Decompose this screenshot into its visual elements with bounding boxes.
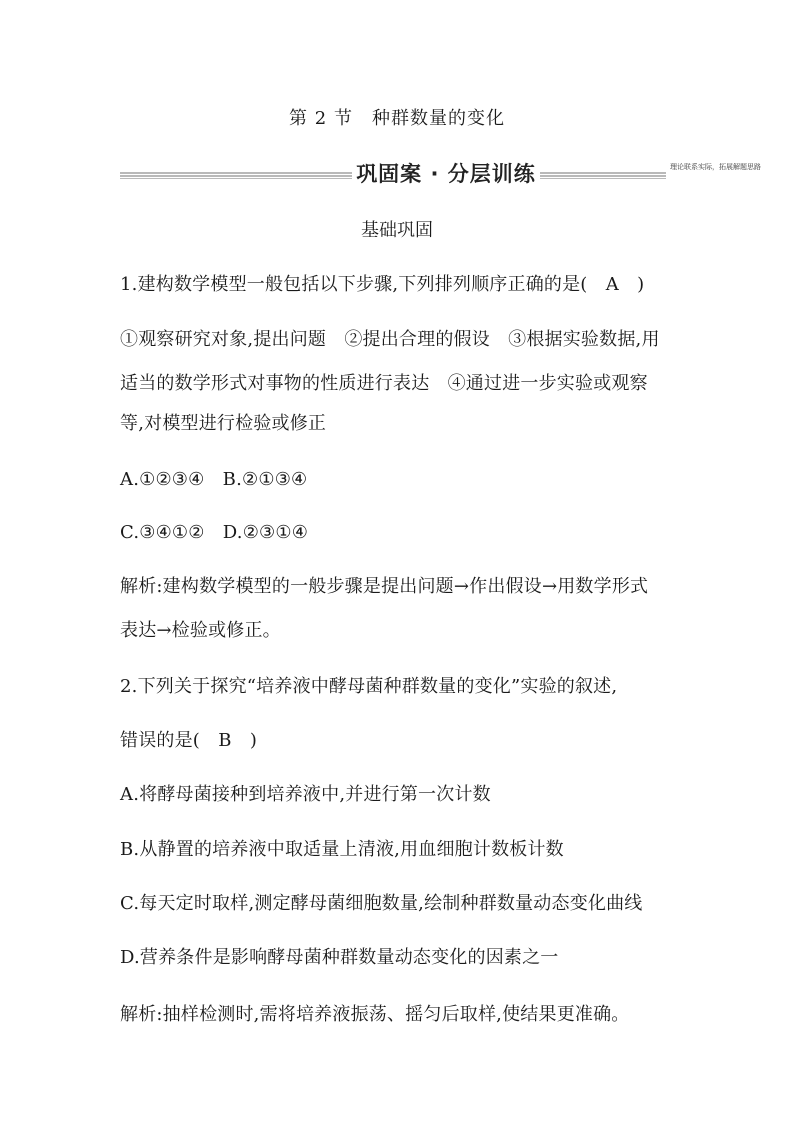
banner bbox=[120, 158, 666, 190]
q1-explanation-line-1: 解析:建构数学模型的一般步骤是提出问题→作出假设→用数学形式 bbox=[120, 576, 649, 597]
q1-options-row-2: C.③④①② D.②③①④ bbox=[120, 522, 309, 543]
q2-stem-line-2: 错误的是( B ) bbox=[120, 730, 258, 751]
q1-options-row-1: A.①②③④ B.②①③④ bbox=[120, 469, 308, 490]
q2-option-a: A.将酵母菌接种到培养液中,并进行第一次计数 bbox=[120, 784, 491, 805]
q2-option-b: B.从静置的培养液中取适量上清液,用血细胞计数板计数 bbox=[120, 839, 564, 860]
banner-rule-left bbox=[120, 172, 352, 179]
banner-rule-right bbox=[540, 172, 666, 179]
q2-option-d: D.营养条件是影响酵母菌种群数量动态变化的因素之一 bbox=[120, 947, 559, 968]
q2-explanation: 解析:抽样检测时,需将培养液振荡、摇匀后取样,使结果更准确。 bbox=[120, 1004, 630, 1025]
banner-tagline: 理论联系实际，拓展解题思路 bbox=[670, 163, 761, 171]
q1-body-line-1: ①观察研究对象,提出问题 ②提出合理的假设 ③根据实验数据,用 bbox=[120, 329, 660, 350]
q1-body-line-2: 适当的数学形式对事物的性质进行表达 ④通过进一步实验或观察 bbox=[120, 373, 648, 394]
q1-explanation-line-2: 表达→检验或修正。 bbox=[120, 620, 281, 641]
subheading: 基础巩固 bbox=[361, 220, 433, 241]
q2-stem-line-1: 2.下列关于探究“培养液中酵母菌种群数量的变化”实验的叙述, bbox=[120, 676, 618, 697]
q1-stem: 1.建构数学模型一般包括以下步骤,下列排列顺序正确的是( A ) bbox=[120, 274, 645, 295]
q2-option-c: C.每天定时取样,测定酵母菌细胞数量,绘制种群数量动态变化曲线 bbox=[120, 893, 643, 914]
section-title: 第 2 节 种群数量的变化 bbox=[289, 108, 505, 129]
banner-title: 巩固案 · 分层训练 bbox=[356, 162, 536, 186]
q1-body-line-3: 等,对模型进行检验或修正 bbox=[120, 413, 327, 434]
